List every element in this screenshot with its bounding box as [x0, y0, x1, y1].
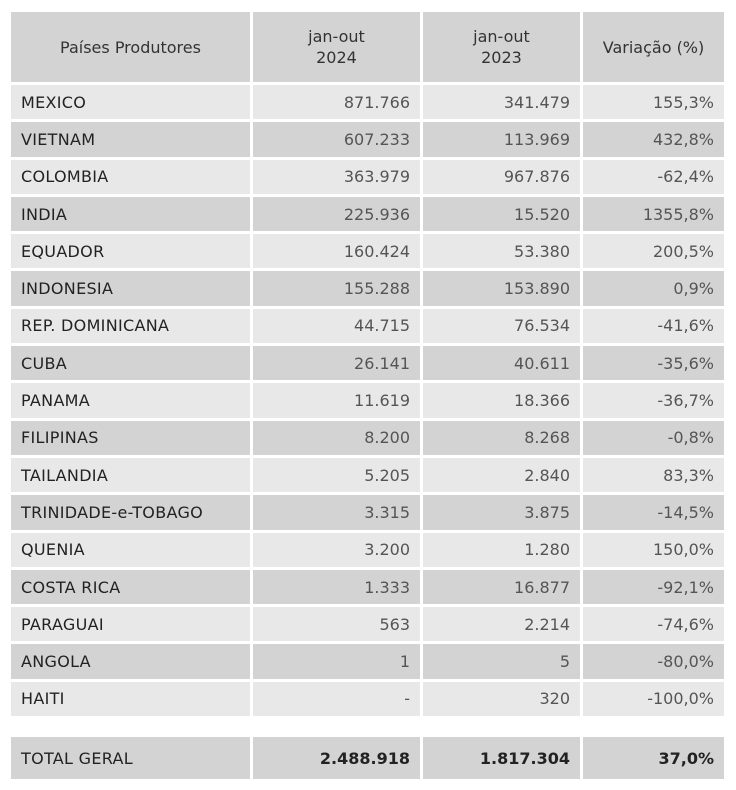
variation-cell: 0,9% [583, 271, 724, 305]
variation-cell: -14,5% [583, 495, 724, 529]
variation-cell: -62,4% [583, 160, 724, 194]
value-2023-cell: 5 [423, 644, 580, 678]
country-cell: INDONESIA [11, 271, 250, 305]
table-row [11, 421, 724, 455]
value-2024-cell: 225.936 [253, 197, 420, 231]
header-2023-line1: jan-out [473, 27, 530, 46]
variation-cell: -80,0% [583, 644, 724, 678]
country-cell: QUENIA [11, 533, 250, 567]
variation-cell: -100,0% [583, 682, 724, 716]
country-cell: TAILANDIA [11, 458, 250, 492]
total-label: TOTAL GERAL [11, 737, 250, 779]
value-2023-cell: 967.876 [423, 160, 580, 194]
value-2024-cell: 11.619 [253, 383, 420, 417]
variation-cell: 150,0% [583, 533, 724, 567]
header-2024 [253, 12, 420, 82]
value-2023-cell: 76.534 [423, 309, 580, 343]
value-2024-cell: 44.715 [253, 309, 420, 343]
value-2023-cell: 40.611 [423, 346, 580, 380]
country-cell: COSTA RICA [11, 570, 250, 604]
value-2023-cell: 3.875 [423, 495, 580, 529]
header-2024-line1: jan-out [308, 27, 365, 46]
table-row [11, 383, 724, 417]
variation-cell: -74,6% [583, 607, 724, 641]
country-cell: ANGOLA [11, 644, 250, 678]
variation-cell: 83,3% [583, 458, 724, 492]
variation-cell: 155,3% [583, 85, 724, 119]
country-cell: MEXICO [11, 85, 250, 119]
table-row [11, 346, 724, 380]
value-2023-cell: 2.214 [423, 607, 580, 641]
value-2023-cell: 153.890 [423, 271, 580, 305]
variation-cell: -36,7% [583, 383, 724, 417]
total-2023: 1.817.304 [423, 737, 580, 779]
country-cell: EQUADOR [11, 234, 250, 268]
value-2024-cell: 563 [253, 607, 420, 641]
value-2023-cell: 15.520 [423, 197, 580, 231]
table-row [11, 644, 724, 678]
variation-cell: 200,5% [583, 234, 724, 268]
table-row [11, 234, 724, 268]
value-2023-cell: 113.969 [423, 122, 580, 156]
value-2024-cell: 160.424 [253, 234, 420, 268]
country-cell: FILIPINAS [11, 421, 250, 455]
table-row [11, 85, 724, 119]
value-2024-cell: 1.333 [253, 570, 420, 604]
header-2024-line2: 2024 [316, 48, 357, 67]
table-row [11, 570, 724, 604]
table-row [11, 533, 724, 567]
table-row [11, 197, 724, 231]
value-2024-cell: 3.200 [253, 533, 420, 567]
table-row [11, 160, 724, 194]
country-cell: CUBA [11, 346, 250, 380]
value-2023-cell: 320 [423, 682, 580, 716]
variation-cell: -35,6% [583, 346, 724, 380]
value-2024-cell: 5.205 [253, 458, 420, 492]
value-2023-cell: 2.840 [423, 458, 580, 492]
country-cell: VIETNAM [11, 122, 250, 156]
table-row [11, 122, 724, 156]
value-2024-cell: - [253, 682, 420, 716]
variation-cell: -0,8% [583, 421, 724, 455]
header-2023 [423, 12, 580, 82]
header-2023-line2: 2023 [481, 48, 522, 67]
table-row [11, 682, 724, 716]
variation-cell: 432,8% [583, 122, 724, 156]
table-spacer [11, 719, 724, 737]
country-cell: INDIA [11, 197, 250, 231]
value-2024-cell: 155.288 [253, 271, 420, 305]
table-row [11, 309, 724, 343]
country-cell: PARAGUAI [11, 607, 250, 641]
header-country: Países Produtores [11, 12, 250, 82]
value-2023-cell: 18.366 [423, 383, 580, 417]
total-variation: 37,0% [583, 737, 724, 779]
variation-cell: -92,1% [583, 570, 724, 604]
value-2024-cell: 8.200 [253, 421, 420, 455]
country-cell: PANAMA [11, 383, 250, 417]
country-cell: COLOMBIA [11, 160, 250, 194]
variation-cell: 1355,8% [583, 197, 724, 231]
value-2024-cell: 607.233 [253, 122, 420, 156]
table-body [11, 85, 724, 716]
value-2024-cell: 26.141 [253, 346, 420, 380]
value-2024-cell: 3.315 [253, 495, 420, 529]
table-row [11, 271, 724, 305]
value-2023-cell: 341.479 [423, 85, 580, 119]
value-2023-cell: 1.280 [423, 533, 580, 567]
country-cell: TRINIDADE-e-TOBAGO [11, 495, 250, 529]
country-cell: HAITI [11, 682, 250, 716]
value-2024-cell: 1 [253, 644, 420, 678]
value-2024-cell: 871.766 [253, 85, 420, 119]
value-2023-cell: 53.380 [423, 234, 580, 268]
header-variation: Variação (%) [583, 12, 724, 82]
value-2024-cell: 363.979 [253, 160, 420, 194]
variation-cell: -41,6% [583, 309, 724, 343]
country-cell: REP. DOMINICANA [11, 309, 250, 343]
table-row [11, 458, 724, 492]
value-2023-cell: 8.268 [423, 421, 580, 455]
table-row [11, 607, 724, 641]
total-2024: 2.488.918 [253, 737, 420, 779]
table-row [11, 495, 724, 529]
producer-countries-table [11, 12, 724, 782]
total-row [11, 737, 724, 779]
table-header [11, 12, 724, 82]
value-2023-cell: 16.877 [423, 570, 580, 604]
